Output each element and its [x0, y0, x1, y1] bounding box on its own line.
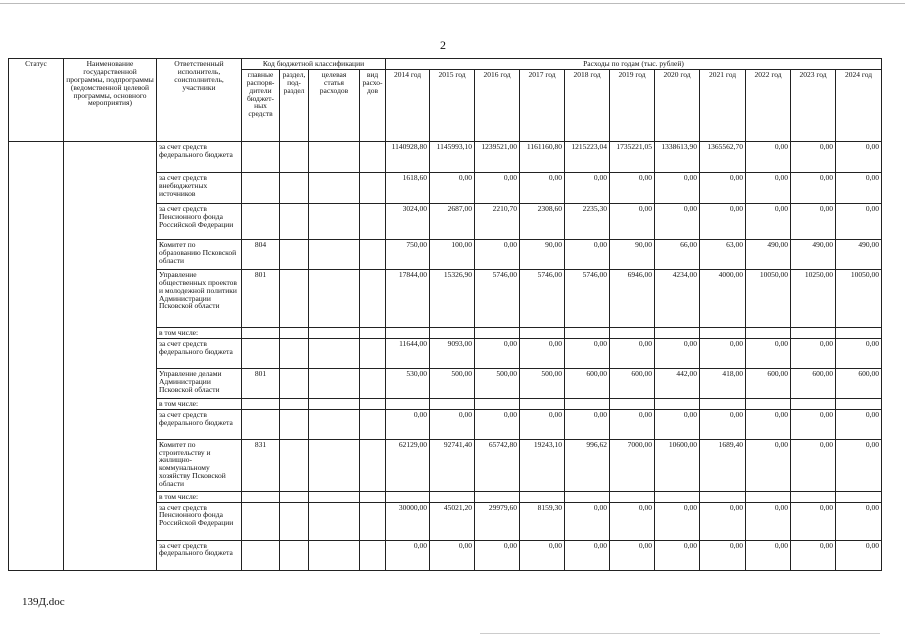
header-year: 2014 год — [386, 69, 430, 141]
expense-type-cell — [360, 368, 386, 398]
expense-value-cell — [475, 491, 520, 502]
expense-value-cell — [386, 327, 430, 338]
target-article-cell — [309, 540, 360, 570]
expense-value-cell: 90,00 — [610, 239, 655, 269]
expense-value-cell: 2687,00 — [430, 203, 475, 239]
expense-value-cell: 0,00 — [700, 203, 746, 239]
expense-type-cell — [360, 540, 386, 570]
section-cell — [280, 172, 309, 203]
expense-value-cell — [836, 327, 882, 338]
section-cell — [280, 540, 309, 570]
expense-value-cell: 1140928,80 — [386, 141, 430, 172]
file-name: 139Д.doc — [22, 596, 65, 608]
participant-cell: в том числе: — [157, 398, 242, 409]
expense-value-cell: 10250,00 — [791, 269, 836, 327]
expense-value-cell: 100,00 — [430, 239, 475, 269]
expense-value-cell: 10600,00 — [655, 439, 700, 491]
target-article-cell — [309, 172, 360, 203]
header-name: Наименование государственной программы, подпрограммы (ведомственной целевой программы, основного мероприятия) — [64, 59, 157, 142]
expense-type-cell — [360, 398, 386, 409]
expense-value-cell: 0,00 — [610, 409, 655, 439]
expense-value-cell: 0,00 — [565, 540, 610, 570]
expense-value-cell: 0,00 — [655, 172, 700, 203]
expense-value-cell: 11644,00 — [386, 338, 430, 368]
expense-value-cell: 2235,30 — [565, 203, 610, 239]
participant-cell: Комитет по строительству и жилищно-коммунальному хозяйству Псковской области — [157, 439, 242, 491]
expense-value-cell: 0,00 — [610, 172, 655, 203]
expense-value-cell: 0,00 — [791, 172, 836, 203]
expense-value-cell: 0,00 — [475, 338, 520, 368]
section-cell — [280, 203, 309, 239]
target-article-cell — [309, 491, 360, 502]
expense-value-cell: 0,00 — [655, 338, 700, 368]
expense-value-cell: 7000,00 — [610, 439, 655, 491]
expense-value-cell: 0,00 — [610, 203, 655, 239]
expense-value-cell: 1161160,80 — [520, 141, 565, 172]
expense-value-cell: 1689,40 — [700, 439, 746, 491]
section-cell — [280, 439, 309, 491]
expense-value-cell: 29979,60 — [475, 502, 520, 540]
main-manager-code-cell: 801 — [242, 368, 280, 398]
expense-value-cell — [565, 491, 610, 502]
expense-type-cell — [360, 203, 386, 239]
header-year: 2022 год — [746, 69, 791, 141]
expense-value-cell: 9093,00 — [430, 338, 475, 368]
header-year: 2015 год — [430, 69, 475, 141]
target-article-cell — [309, 338, 360, 368]
expense-value-cell — [791, 398, 836, 409]
expense-value-cell: 600,00 — [791, 368, 836, 398]
expense-value-cell — [836, 491, 882, 502]
expense-value-cell: 5746,00 — [520, 269, 565, 327]
main-manager-code-cell — [242, 398, 280, 409]
section-cell — [280, 398, 309, 409]
expense-value-cell: 1215223,04 — [565, 141, 610, 172]
expense-type-cell — [360, 502, 386, 540]
expense-value-cell: 0,00 — [610, 502, 655, 540]
header-year: 2017 год — [520, 69, 565, 141]
expense-value-cell: 0,00 — [565, 409, 610, 439]
expense-value-cell: 1735221,05 — [610, 141, 655, 172]
expense-value-cell — [700, 398, 746, 409]
header-main-manager: главные распоря-дители бюджет-ных средств — [242, 69, 280, 141]
expense-value-cell: 0,00 — [475, 409, 520, 439]
expense-value-cell: 1338613,90 — [655, 141, 700, 172]
expense-value-cell — [475, 327, 520, 338]
expense-value-cell: 0,00 — [610, 540, 655, 570]
expense-value-cell: 1365562,70 — [700, 141, 746, 172]
target-article-cell — [309, 239, 360, 269]
expense-value-cell: 418,00 — [700, 368, 746, 398]
header-year: 2020 год — [655, 69, 700, 141]
header-expense-type: вид расхо-дов — [360, 69, 386, 141]
expense-value-cell: 500,00 — [520, 368, 565, 398]
expense-value-cell — [610, 327, 655, 338]
participant-cell: в том числе: — [157, 491, 242, 502]
header-responsible: Ответственный исполнитель, соисполнитель, участники — [157, 59, 242, 142]
expense-value-cell — [386, 398, 430, 409]
expense-value-cell — [746, 327, 791, 338]
expense-type-cell — [360, 338, 386, 368]
expense-value-cell — [746, 491, 791, 502]
page-number: 2 — [440, 38, 446, 52]
section-cell — [280, 338, 309, 368]
target-article-cell — [309, 439, 360, 491]
expense-value-cell — [791, 327, 836, 338]
expense-type-cell — [360, 439, 386, 491]
header-budget-code: Код бюджетной классификации — [242, 59, 386, 70]
expense-value-cell: 0,00 — [791, 338, 836, 368]
section-cell — [280, 368, 309, 398]
expense-value-cell: 5746,00 — [475, 269, 520, 327]
participant-cell: за счет средств Пенсионного фонда Российской Федерации — [157, 502, 242, 540]
section-cell — [280, 502, 309, 540]
expense-value-cell: 0,00 — [655, 203, 700, 239]
target-article-cell — [309, 203, 360, 239]
expense-value-cell: 0,00 — [791, 203, 836, 239]
main-manager-code-cell — [242, 491, 280, 502]
expense-value-cell: 10050,00 — [836, 269, 882, 327]
expense-value-cell: 5746,00 — [565, 269, 610, 327]
header-year: 2018 год — [565, 69, 610, 141]
expense-type-cell — [360, 269, 386, 327]
target-article-cell — [309, 327, 360, 338]
expense-value-cell — [430, 491, 475, 502]
expense-value-cell — [655, 491, 700, 502]
target-article-cell — [309, 502, 360, 540]
expense-value-cell: 66,00 — [655, 239, 700, 269]
expense-value-cell: 0,00 — [386, 409, 430, 439]
participant-cell: за счет средств федерального бюджета — [157, 540, 242, 570]
expense-value-cell: 442,00 — [655, 368, 700, 398]
target-article-cell — [309, 368, 360, 398]
target-article-cell — [309, 141, 360, 172]
expense-value-cell: 6946,00 — [610, 269, 655, 327]
expense-value-cell: 0,00 — [700, 540, 746, 570]
expense-value-cell — [520, 398, 565, 409]
expense-value-cell: 0,00 — [520, 409, 565, 439]
expense-value-cell — [565, 327, 610, 338]
expense-type-cell — [360, 327, 386, 338]
expense-value-cell: 4000,00 — [700, 269, 746, 327]
main-manager-code-cell — [242, 502, 280, 540]
expense-value-cell: 0,00 — [430, 172, 475, 203]
expense-value-cell — [655, 327, 700, 338]
expense-value-cell — [475, 398, 520, 409]
header-year: 2016 год — [475, 69, 520, 141]
expense-value-cell: 30000,00 — [386, 502, 430, 540]
participant-cell: Комитет по образованию Псковской области — [157, 239, 242, 269]
main-manager-code-cell — [242, 540, 280, 570]
expense-value-cell: 0,00 — [475, 540, 520, 570]
expense-value-cell — [565, 398, 610, 409]
expense-value-cell: 0,00 — [791, 439, 836, 491]
expense-value-cell: 17844,00 — [386, 269, 430, 327]
main-manager-code-cell — [242, 409, 280, 439]
expense-value-cell: 0,00 — [520, 338, 565, 368]
expense-value-cell: 0,00 — [836, 141, 882, 172]
expense-value-cell: 0,00 — [836, 439, 882, 491]
expense-value-cell: 0,00 — [520, 540, 565, 570]
expense-type-cell — [360, 141, 386, 172]
table-row — [9, 141, 882, 172]
main-manager-code-cell — [242, 172, 280, 203]
target-article-cell — [309, 269, 360, 327]
expense-value-cell: 63,00 — [700, 239, 746, 269]
scan-edge-top — [0, 3, 905, 4]
expense-value-cell: 0,00 — [791, 502, 836, 540]
header-year: 2021 год — [700, 69, 746, 141]
participant-cell: за счет средств федерального бюджета — [157, 338, 242, 368]
expense-value-cell: 0,00 — [700, 338, 746, 368]
scan-edge-bottom — [480, 633, 880, 634]
expense-value-cell: 750,00 — [386, 239, 430, 269]
expense-value-cell: 0,00 — [475, 239, 520, 269]
expense-value-cell: 0,00 — [836, 172, 882, 203]
expense-type-cell — [360, 409, 386, 439]
status-cell — [9, 141, 64, 570]
participant-cell: Управление общественных проектов и молодежной политики Администрации Псковской области — [157, 269, 242, 327]
expense-value-cell: 0,00 — [836, 409, 882, 439]
expense-value-cell: 0,00 — [746, 203, 791, 239]
expense-value-cell — [520, 327, 565, 338]
expense-value-cell: 0,00 — [430, 540, 475, 570]
header-year: 2024 год — [836, 69, 882, 141]
table-body — [9, 141, 882, 570]
expense-value-cell — [430, 398, 475, 409]
expense-value-cell: 500,00 — [430, 368, 475, 398]
expense-value-cell: 1239521,00 — [475, 141, 520, 172]
expense-value-cell: 600,00 — [610, 368, 655, 398]
expense-value-cell — [430, 327, 475, 338]
header-year: 2019 год — [610, 69, 655, 141]
participant-cell: за счет средств внебюджетных источников — [157, 172, 242, 203]
header-year: 2023 год — [791, 69, 836, 141]
main-manager-code-cell — [242, 327, 280, 338]
expense-type-cell — [360, 172, 386, 203]
expense-value-cell — [610, 491, 655, 502]
participant-cell: за счет средств федерального бюджета — [157, 409, 242, 439]
expense-value-cell: 600,00 — [565, 368, 610, 398]
expense-value-cell: 45021,20 — [430, 502, 475, 540]
expense-value-cell: 0,00 — [655, 502, 700, 540]
main-manager-code-cell: 831 — [242, 439, 280, 491]
expense-value-cell: 0,00 — [836, 502, 882, 540]
expense-value-cell: 0,00 — [746, 409, 791, 439]
main-manager-code-cell: 804 — [242, 239, 280, 269]
expense-value-cell: 0,00 — [746, 439, 791, 491]
expense-value-cell: 90,00 — [520, 239, 565, 269]
main-manager-code-cell — [242, 203, 280, 239]
expense-value-cell: 10050,00 — [746, 269, 791, 327]
expense-value-cell: 600,00 — [746, 368, 791, 398]
expense-value-cell: 600,00 — [836, 368, 882, 398]
section-cell — [280, 491, 309, 502]
main-manager-code-cell: 801 — [242, 269, 280, 327]
expense-value-cell: 0,00 — [475, 172, 520, 203]
expense-value-cell: 0,00 — [430, 409, 475, 439]
expense-value-cell: 2210,70 — [475, 203, 520, 239]
expense-value-cell: 0,00 — [746, 502, 791, 540]
participant-cell: в том числе: — [157, 327, 242, 338]
expense-value-cell: 0,00 — [836, 203, 882, 239]
header-status: Статус — [9, 59, 64, 142]
expense-value-cell: 15326,90 — [430, 269, 475, 327]
expense-value-cell — [700, 491, 746, 502]
program-name-cell — [64, 141, 157, 570]
expense-value-cell: 62129,00 — [386, 439, 430, 491]
expense-value-cell: 65742,80 — [475, 439, 520, 491]
participant-cell: Управление делами Администрации Псковской области — [157, 368, 242, 398]
section-cell — [280, 327, 309, 338]
section-cell — [280, 141, 309, 172]
target-article-cell — [309, 409, 360, 439]
expense-value-cell: 0,00 — [791, 141, 836, 172]
expense-value-cell — [520, 491, 565, 502]
expense-value-cell: 0,00 — [610, 338, 655, 368]
expense-value-cell: 1145993,10 — [430, 141, 475, 172]
expense-value-cell: 2308,60 — [520, 203, 565, 239]
expense-value-cell: 0,00 — [520, 172, 565, 203]
expense-value-cell: 4234,00 — [655, 269, 700, 327]
expense-value-cell: 8159,30 — [520, 502, 565, 540]
expense-value-cell: 1618,60 — [386, 172, 430, 203]
expense-value-cell: 0,00 — [700, 502, 746, 540]
expense-value-cell: 0,00 — [836, 540, 882, 570]
main-manager-code-cell — [242, 338, 280, 368]
expense-value-cell — [791, 491, 836, 502]
expense-value-cell: 0,00 — [565, 502, 610, 540]
expense-value-cell: 0,00 — [836, 338, 882, 368]
expense-value-cell: 0,00 — [655, 540, 700, 570]
expense-value-cell — [655, 398, 700, 409]
expense-value-cell: 0,00 — [791, 409, 836, 439]
expense-value-cell: 490,00 — [791, 239, 836, 269]
expense-value-cell: 19243,10 — [520, 439, 565, 491]
expense-value-cell: 3024,00 — [386, 203, 430, 239]
expense-value-cell: 0,00 — [746, 338, 791, 368]
expense-value-cell: 500,00 — [475, 368, 520, 398]
header-expenses-by-year: Расходы по годам (тыс. рублей) — [386, 59, 882, 70]
expense-value-cell: 0,00 — [655, 409, 700, 439]
header-section: раздел, под-раздел — [280, 69, 309, 141]
expense-value-cell — [386, 491, 430, 502]
target-article-cell — [309, 398, 360, 409]
expense-value-cell — [746, 398, 791, 409]
expense-value-cell: 0,00 — [386, 540, 430, 570]
expense-value-cell — [836, 398, 882, 409]
expense-value-cell: 0,00 — [700, 409, 746, 439]
expense-value-cell: 0,00 — [746, 141, 791, 172]
expense-value-cell: 0,00 — [746, 540, 791, 570]
header-target-article: целевая статья расходов — [309, 69, 360, 141]
expense-value-cell: 0,00 — [791, 540, 836, 570]
expenses-table — [8, 58, 882, 571]
expense-value-cell — [700, 327, 746, 338]
expense-value-cell: 490,00 — [836, 239, 882, 269]
expense-value-cell: 0,00 — [700, 172, 746, 203]
section-cell — [280, 269, 309, 327]
expense-value-cell: 0,00 — [565, 172, 610, 203]
expense-value-cell: 490,00 — [746, 239, 791, 269]
expense-value-cell: 0,00 — [746, 172, 791, 203]
expense-value-cell: 530,00 — [386, 368, 430, 398]
expense-value-cell: 996,62 — [565, 439, 610, 491]
expense-type-cell — [360, 491, 386, 502]
participant-cell: за счет средств Пенсионного фонда Российской Федерации — [157, 203, 242, 239]
section-cell — [280, 239, 309, 269]
expense-value-cell: 0,00 — [565, 239, 610, 269]
section-cell — [280, 409, 309, 439]
expense-value-cell: 92741,40 — [430, 439, 475, 491]
expense-value-cell: 0,00 — [565, 338, 610, 368]
expense-type-cell — [360, 239, 386, 269]
main-manager-code-cell — [242, 141, 280, 172]
participant-cell: за счет средств федерального бюджета — [157, 141, 242, 172]
expense-value-cell — [610, 398, 655, 409]
